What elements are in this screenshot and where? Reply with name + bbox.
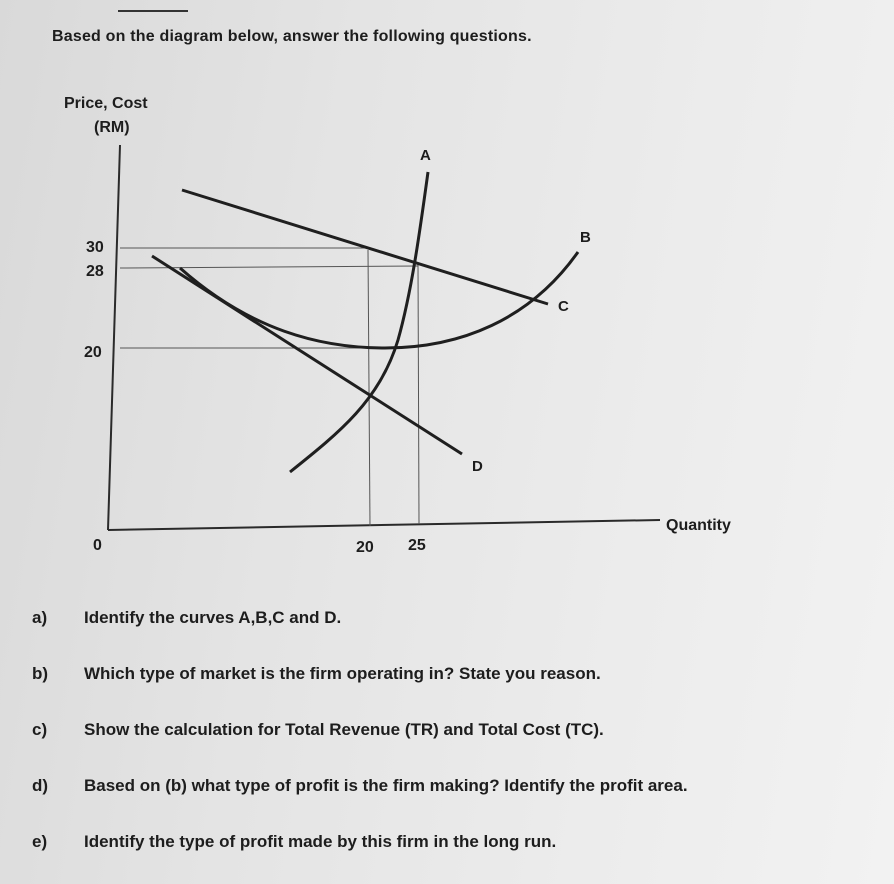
question-a-letter: a) — [32, 608, 48, 627]
x-axis-label: Quantity — [666, 517, 731, 534]
question-a-text: Identify the curves A,B,C and D. — [84, 608, 342, 627]
y-axis-label: Price, Cost — [64, 95, 148, 112]
curve-d — [152, 256, 462, 454]
y-tick-20: 20 — [84, 344, 102, 361]
question-e-letter: e) — [32, 832, 48, 851]
question-c-letter: c) — [32, 720, 48, 739]
x-tick-20: 20 — [356, 539, 374, 556]
curve-b-label: B — [580, 229, 591, 246]
y-tick-28: 28 — [86, 263, 104, 280]
question-e — [32, 832, 556, 852]
question-d-letter: d) — [32, 776, 49, 795]
guide-q20 — [368, 250, 370, 526]
guide-cost-28 — [120, 266, 418, 268]
question-c-text: Show the calculation for Total Revenue (TR) and Total Cost (TC). — [84, 720, 604, 739]
question-b — [32, 664, 601, 684]
y-tick-30: 30 — [86, 239, 104, 256]
curve-c-label: C — [558, 298, 569, 315]
guide-q25 — [418, 264, 419, 524]
question-b-text: Which type of market is the firm operating in? State you reason. — [84, 664, 601, 683]
question-c — [32, 720, 604, 740]
question-e-text: Identify the type of profit made by this firm in the long run. — [84, 832, 557, 851]
question-b-letter: b) — [32, 664, 49, 683]
x-axis — [108, 520, 660, 530]
curve-b — [182, 190, 548, 304]
origin-label: 0 — [93, 537, 102, 554]
question-d — [32, 776, 688, 796]
question-d-text: Based on (b) what type of profit is the firm making? Identify the profit area. — [84, 776, 688, 795]
curve-d-label: D — [472, 458, 483, 475]
y-axis — [108, 145, 120, 530]
instruction-text: Based on the diagram below, answer the following questions. — [52, 28, 532, 45]
x-tick-25: 25 — [408, 537, 426, 554]
question-a — [32, 608, 341, 628]
y-axis-unit: (RM) — [94, 119, 130, 136]
curve-a — [290, 172, 428, 472]
curve-a-label: A — [420, 147, 431, 164]
